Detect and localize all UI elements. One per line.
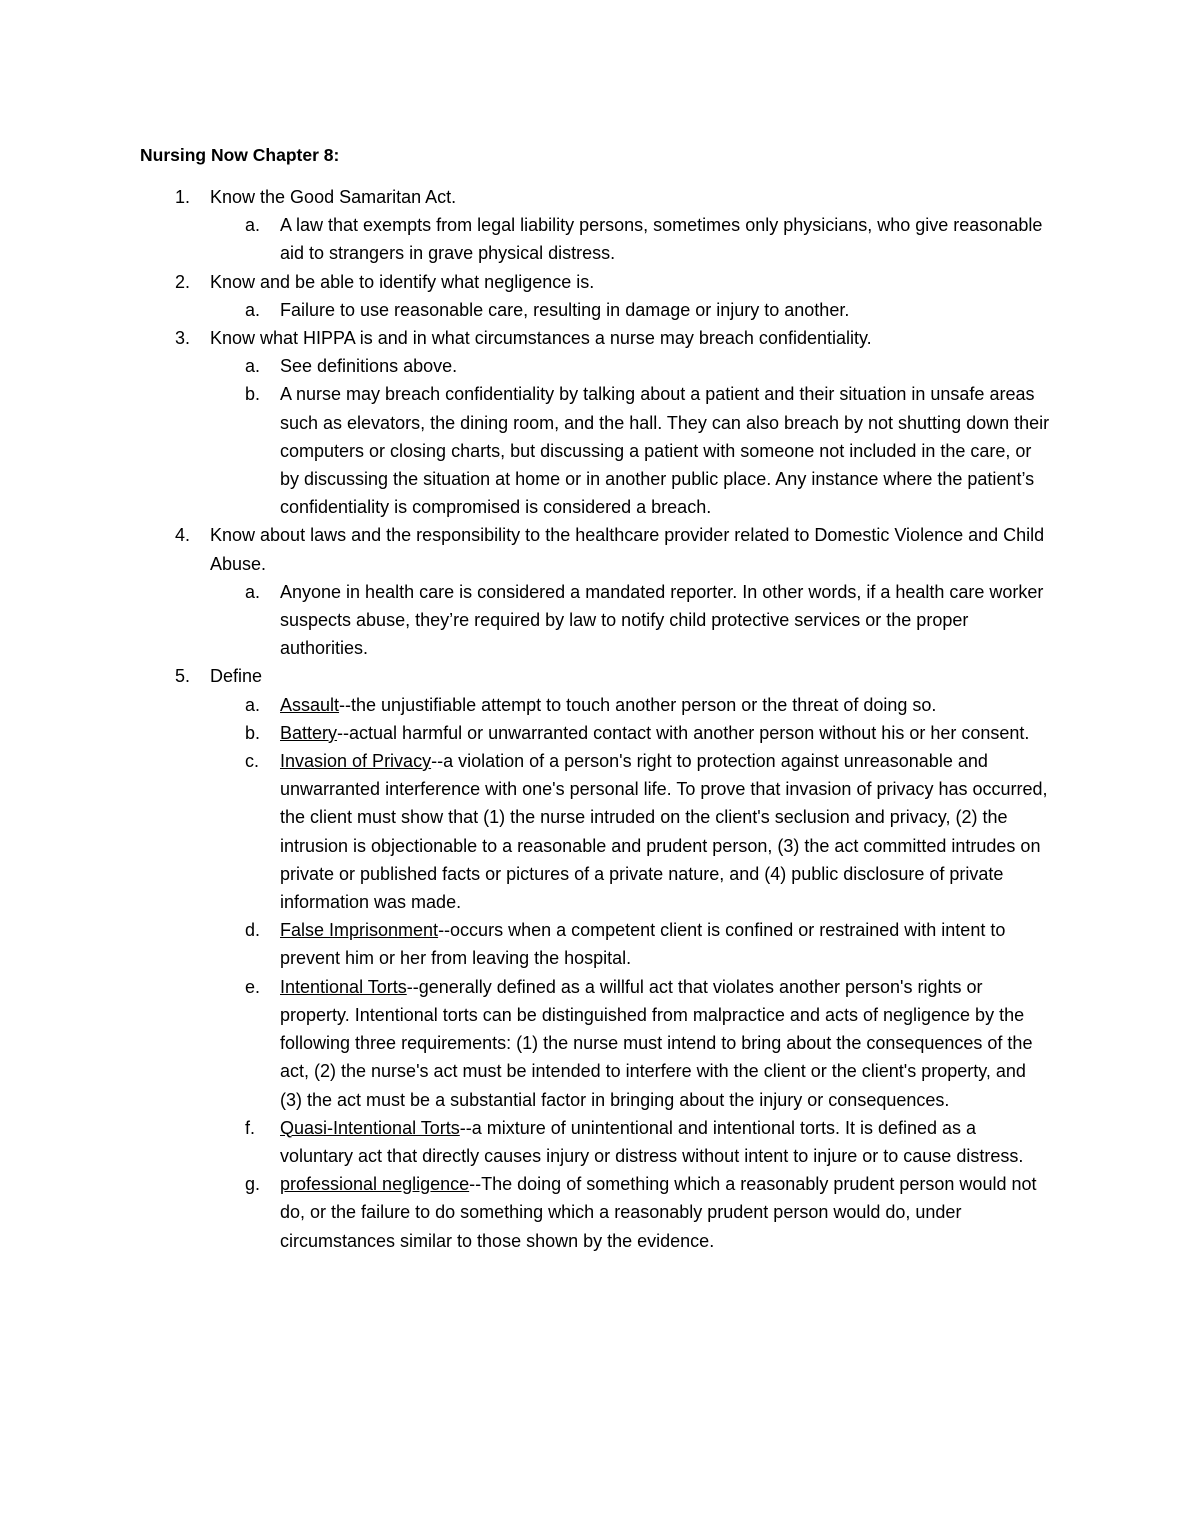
definition-text: --The doing of something which a reasonably prudent person would not do, or the failure to do something which a reasonably prudent person would do, under circumstances similar to those shown by the evidence. bbox=[280, 1174, 1037, 1251]
definition-item bbox=[0, 747, 1052, 916]
list-item-number: 3. bbox=[175, 328, 191, 349]
sub-item-letter: a. bbox=[245, 581, 261, 602]
definition-term: Battery bbox=[280, 722, 338, 743]
definition-text: --occurs when a competent client is confined or restrained with intent to prevent him or her from leaving the hospital. bbox=[280, 920, 1006, 969]
sub-item-letter: a. bbox=[245, 299, 261, 320]
outline-list bbox=[0, 183, 1190, 1255]
list-item bbox=[0, 662, 1050, 690]
sub-item-letter: b. bbox=[245, 384, 261, 405]
list-item bbox=[0, 268, 1050, 296]
definition-term: False Imprisonment bbox=[280, 920, 439, 941]
sub-item-letter: g. bbox=[245, 1174, 261, 1195]
definition-term: Assault bbox=[280, 694, 340, 715]
sub-item-text: Failure to use reasonable care, resulting in damage or injury to another. bbox=[280, 299, 850, 320]
sub-item-text: Anyone in health care is considered a mandated reporter. In other words, if a health care worker suspects abuse, they’re required by law to notify child protective services or the proper authorities. bbox=[280, 581, 1044, 659]
sub-item-letter: a. bbox=[245, 356, 261, 377]
sub-item-text: A nurse may breach confidentiality by talking about a patient and their situation in unsafe areas such as elevators, the dining room, and the hall. They can also breach by not shutting down their computers or closing charts, but discussing a patient with someone not included in the care, or by discussing the situation at home or in another public place. Any instance where the patient’s confidentiality is compromised is considered a breach. bbox=[280, 384, 1050, 518]
definition-text: --a violation of a person's right to protection against unreasonable and unwarranted interference with one's personal life. To prove that invasion of privacy has occurred, the client must show that (1) the nurse intruded on the client's seclusion and privacy, (2) the intrusion is objectionable to a reasonable and prudent person, (3) the act committed intrudes on private or published facts or pictures of a private nature, and (4) public disclosure of private information was made. bbox=[280, 751, 1048, 913]
definition-term: Intentional Torts bbox=[280, 976, 407, 997]
list-item-text: Know what HIPPA is and in what circumstances a nurse may breach confidentiality. bbox=[210, 328, 872, 349]
sub-item-letter: b. bbox=[245, 722, 261, 743]
definition-term: Quasi-Intentional Torts bbox=[280, 1117, 460, 1138]
definition-text: --generally defined as a willful act that violates another person's rights or property. Intentional torts can be distinguished from malpractice and acts of negligence by the following three requirements: (1) the nurse must intend to bring about the consequences of the act, (2) the nurse's act must be intended to interfere with the client or the client's property, and (3) the act must be a substantial factor in bringing about the injury or consequences. bbox=[280, 976, 1033, 1110]
sub-item-letter: a. bbox=[245, 694, 261, 715]
sub-item bbox=[0, 578, 1052, 663]
definition-text: --actual harmful or unwarranted contact with another person without his or her consent. bbox=[337, 722, 1030, 743]
sub-item bbox=[0, 352, 1052, 380]
sub-item bbox=[0, 296, 1052, 324]
sub-item-letter: d. bbox=[245, 920, 261, 941]
list-item-text: Know the Good Samaritan Act. bbox=[210, 187, 457, 207]
list-item bbox=[0, 324, 1050, 352]
definition-term: Invasion of Privacy bbox=[280, 751, 432, 772]
list-item bbox=[0, 183, 1050, 211]
sub-item bbox=[0, 380, 1052, 521]
list-item-number: 4. bbox=[175, 525, 191, 546]
list-item-number: 1. bbox=[175, 187, 191, 207]
definition-text: --a mixture of unintentional and intentional torts. It is defined as a voluntary act that directly causes injury or distress without intent to injure or to cause distress. bbox=[280, 1117, 1024, 1166]
definition-item bbox=[0, 719, 1052, 747]
sub-item-letter: e. bbox=[245, 976, 261, 997]
page-title: Nursing Now Chapter 8: bbox=[140, 145, 340, 165]
definition-item bbox=[0, 1170, 1052, 1255]
definition-term: professional negligence bbox=[280, 1174, 470, 1195]
list-item-text: Know and be able to identify what negligence is. bbox=[210, 271, 595, 292]
definition-text: --the unjustifiable attempt to touch another person or the threat of doing so. bbox=[339, 694, 937, 715]
sub-item-letter: f. bbox=[245, 1117, 256, 1138]
definition-item bbox=[0, 691, 1052, 719]
sub-item-text: See definitions above. bbox=[280, 356, 458, 377]
definition-item bbox=[0, 1114, 1052, 1170]
list-item-number: 5. bbox=[175, 666, 191, 687]
definition-item bbox=[0, 973, 1052, 1114]
sub-item-letter: c. bbox=[245, 751, 260, 772]
list-item bbox=[0, 521, 1050, 577]
sub-item bbox=[0, 211, 1052, 267]
list-item-number: 2. bbox=[175, 271, 191, 292]
list-item-text: Know about laws and the responsibility to the healthcare provider related to Domestic Violence and Child Abuse. bbox=[210, 525, 1045, 574]
sub-item-letter: a. bbox=[245, 215, 261, 236]
list-item-text: Define bbox=[210, 666, 263, 687]
definition-item bbox=[0, 916, 1052, 972]
sub-item-text: A law that exempts from legal liability persons, sometimes only physicians, who give reasonable aid to strangers in grave physical distress. bbox=[280, 215, 1043, 264]
